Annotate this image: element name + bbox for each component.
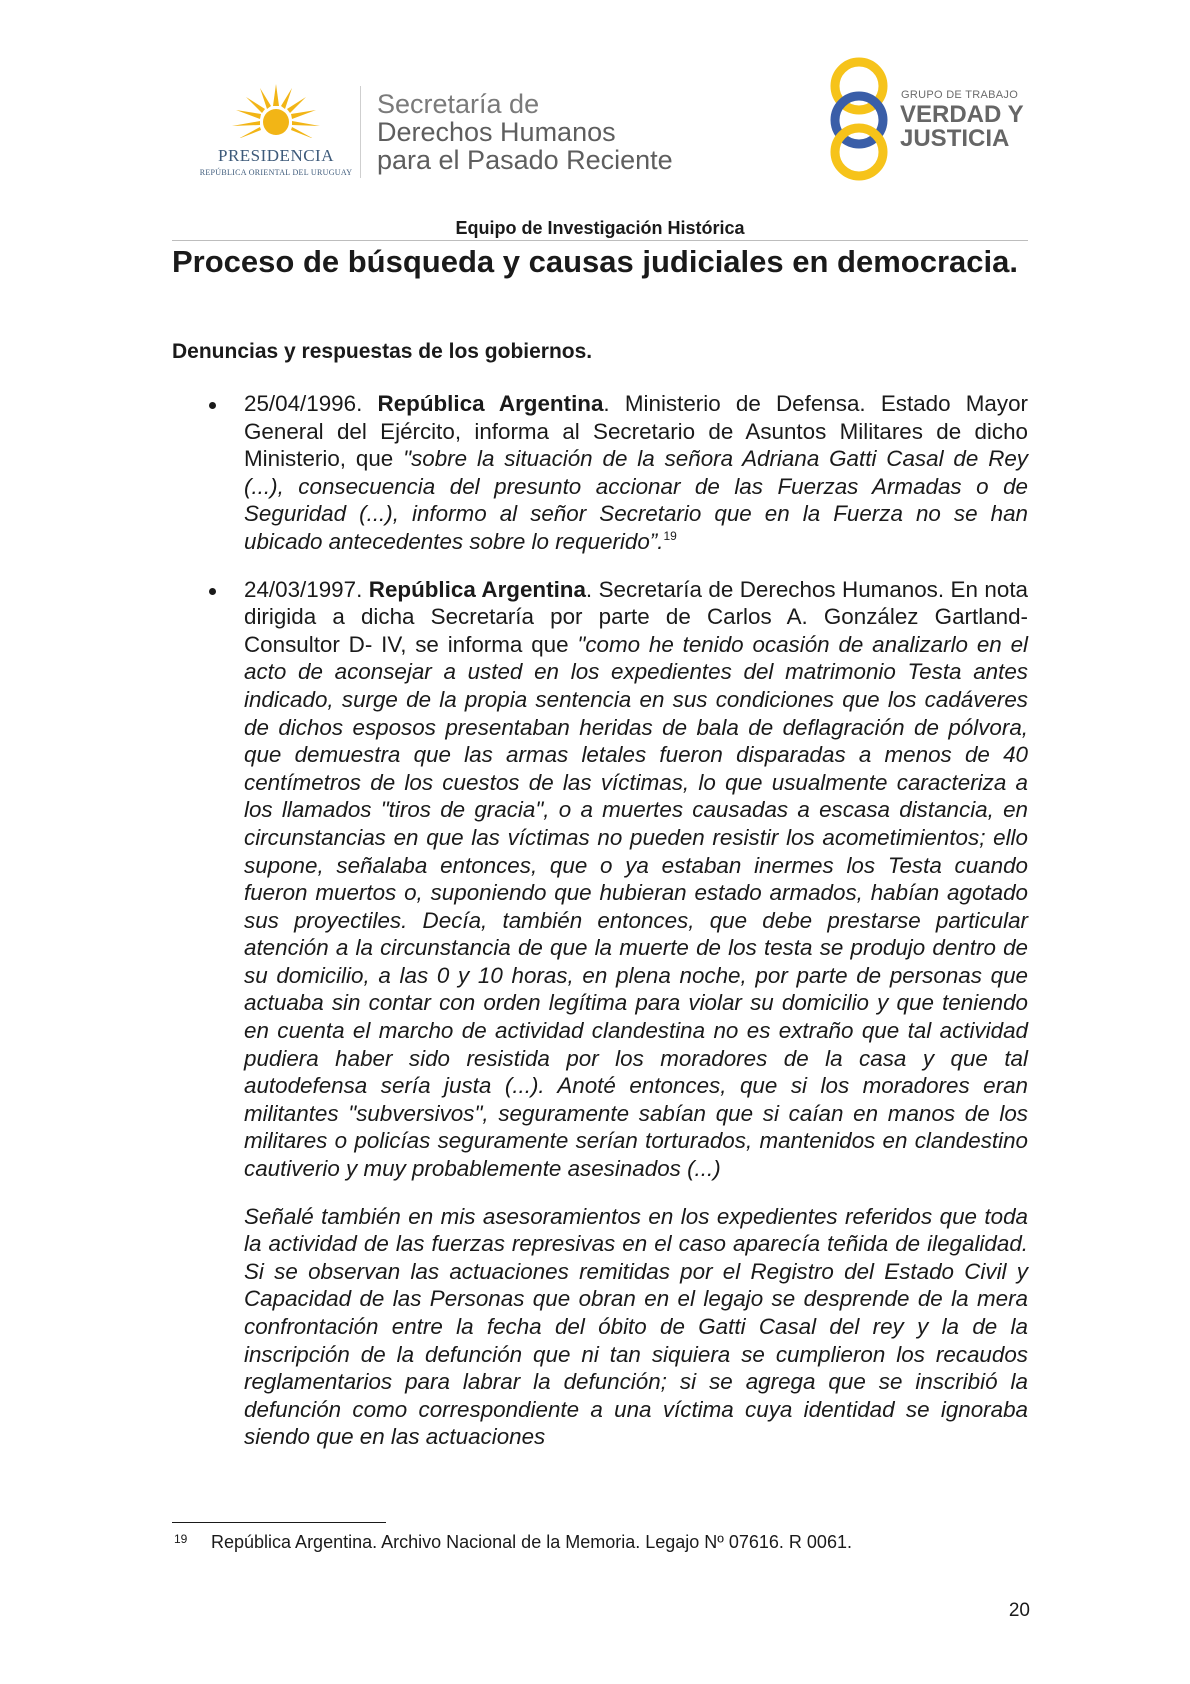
- bullet-list: [172, 390, 1028, 1471]
- presidencia-logo: [196, 82, 356, 182]
- bullet-icon: [209, 588, 216, 595]
- bullet-body: . Secretaría de Derechos Humanos. En nota dirigida a dicha Secretaría por parte de Carlos A. González Gartland- Consultor D- IV, se informa que: [244, 576, 1028, 657]
- header-divider: [360, 86, 361, 178]
- page-title: Proceso de búsqueda y causas judiciales en democracia.: [172, 244, 1018, 279]
- verdad-justicia-logo: [823, 56, 1053, 181]
- bullet-date: 24/03/1997.: [244, 576, 363, 602]
- bullet-quote-continued: Señalé también en mis asesoramientos en los expedientes referidos que toda la actividad de las fuerzas represivas en el caso aparecía teñida de ilegalidad. Si se observan las actuaciones remitidas por el Registro del Estado Civil y Capacidad de las Personas que obran en el legajo se desprende de la mera confrontación entre la fecha del óbito de Gatti Casal del rey y la de la inscripción de la defunción que ni tan siquiera se cumplieron los recaudos reglamentarios para labrar la defunción; si se agrega que se inscribió la defunción como correspondiente a una víctima cuya identidad se ignoraba siendo que en las actuaciones: [244, 1203, 1028, 1450]
- header-rule: [172, 240, 1028, 241]
- secretaria-line-2: Derechos Humanos: [377, 117, 616, 147]
- sun-icon: [226, 82, 326, 144]
- list-item: [172, 576, 1028, 1451]
- list-item: [172, 390, 1028, 556]
- page-header: [0, 0, 1190, 205]
- footnote-text: República Argentina. Archivo Nacional de la Memoria. Legajo Nº 07616. R 0061.: [211, 1532, 852, 1552]
- page-number: 20: [1008, 1600, 1030, 1621]
- bullet-quote: "como he tenido ocasión de analizarlo en el acto de aconsejar a usted en los expedientes del matrimonio Testa antes indicado, surge de la propia sentencia en sus condiciones que los cadáveres de dichos esposos presentaban heridas de bala de deflagración de pólvora, que demuestra que las armas letales fueron disparadas a menos de 40 centímetros de los cuestos de las víctimas, lo que usualmente caracteriza a los llamados "tiros de gracia", o a muertes causadas a escasa distancia, en circunstancias en que las víctimas no pueden resistir los acometimientos; ello supone, señalaba entonces, que o ya estaban inermes los Testa cuando fueron muertos o, suponiendo que hubieran estado armados, habían agotado sus proyectiles. Decía, también entonces, que debe prestarse particular atención a la circunstancia de que la muerte de los testa se produjo dentro de su domicilio, a las 0 y 10 horas, en plena noche, por parte de personas que actuaba sin contar con orden legítima para violar su domicilio y que teniendo en cuenta el marcho de actividad clandestina no es extraño que tal actividad pudiera haber sido resistida por los moradores de la casa y que tal autodefensa sería justa (...). Anoté entonces, que si los moradores eran militantes "subversivos", seguramente sabían que si caían en manos de los militares o policías seguramente serían torturados, mantenidos en clandestino cautiverio y muy probablemente asesinados (...): [244, 631, 1028, 1182]
- bullet-paragraph: [244, 390, 1028, 556]
- team-heading: Equipo de Investigación Histórica: [455, 218, 745, 238]
- bullet-icon: [209, 402, 216, 409]
- bullet-country: República Argentina: [368, 576, 586, 602]
- bullet-country: República Argentina: [377, 391, 604, 416]
- footnote-rule: [172, 1522, 386, 1523]
- presidencia-subtitle: REPÚBLICA ORIENTAL DEL URUGUAY: [199, 168, 353, 177]
- bullet-quote: "sobre la situación de la señora Adriana Gatti Casal de Rey (...), consecuencia del presunto accionar de las Fuerzas Armadas o de Seguridad (...), informo al señor Secretario que en la Fuerza no se han ubicado antecedentes sobre lo requerido”.: [244, 446, 1029, 554]
- footnote-number: 19: [174, 1532, 188, 1546]
- secretaria-line-3: para el Pasado Reciente: [377, 145, 673, 175]
- bullet-paragraph: [244, 576, 1028, 1183]
- section-subtitle: Denuncias y respuestas de los gobiernos.: [172, 340, 593, 363]
- secretaria-line-1: Secretaría de: [377, 89, 540, 119]
- presidencia-name: PRESIDENCIA: [217, 146, 334, 165]
- vyj-title-line-1: VERDAD Y: [900, 101, 1024, 128]
- secretaria-logo-text: [377, 90, 717, 174]
- bullet-body: . Ministerio de Defensa. Estado Mayor General del Ejército, informa al Secretario de Asuntos Militares de dicho Ministerio, que: [244, 391, 1028, 472]
- rings-icon: [823, 56, 903, 181]
- vyj-title-line-2: JUSTICIA: [900, 125, 1010, 152]
- vyj-title: [900, 103, 1024, 151]
- bullet-date: 25/04/1996.: [244, 391, 363, 416]
- vyj-group-label: GRUPO DE TRABAJO: [901, 89, 1019, 101]
- footnote-ref[interactable]: 19: [663, 528, 677, 543]
